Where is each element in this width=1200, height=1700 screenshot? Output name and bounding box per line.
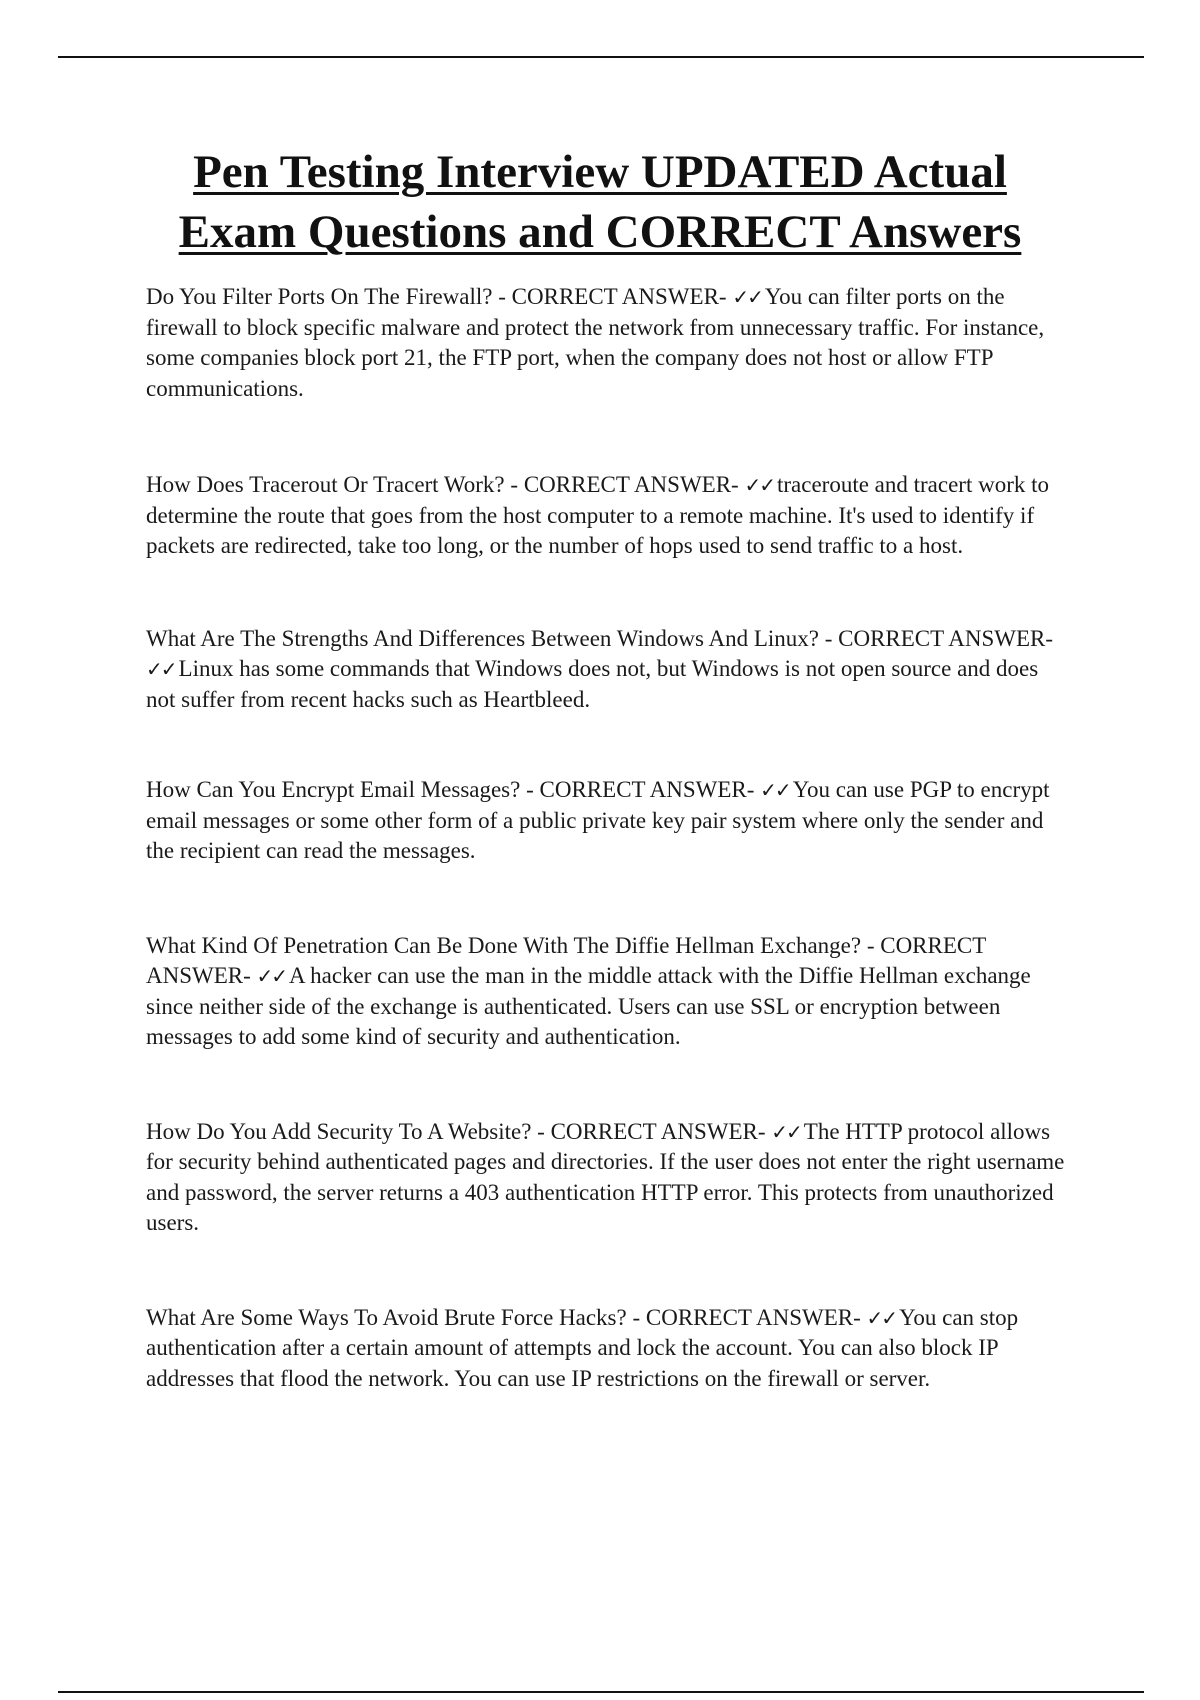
top-rule — [58, 56, 1144, 58]
qa-item — [146, 775, 1066, 867]
answer-text: traceroute and tracert work to determine the route that goes from the host computer to a remote machine. It's used to identify if packets are redirected, take too long, or the number of hops used to send traffic to a host. — [146, 472, 1050, 558]
question-text: Do You Filter Ports On The Firewall? - — [146, 284, 512, 309]
answer-marker: CORRECT ANSWER- — [511, 284, 727, 309]
qa-item — [146, 1303, 1066, 1395]
check-icon: ✓✓ — [771, 1119, 801, 1144]
answer-text: You can use PGP to encrypt email messages or some other form of a public private key pair system where only the sender and the recipient can read the messages. — [146, 777, 1050, 863]
title-line-1: Pen Testing Interview UPDATED Actual — [193, 146, 1007, 198]
answer-text: A hacker can use the man in the middle attack with the Diffie Hellman exchange since neither side of the exchange is authenticated. Users can use SSL or encryption between messages to add some kind of security and authentication. — [146, 963, 1031, 1049]
answer-marker: CORRECT ANSWER- — [539, 777, 755, 802]
question-text: What Kind Of Penetration Can Be Done With The Diffie Hellman Exchange? - — [146, 932, 881, 958]
question-text: What Are Some Ways To Avoid Brute Force Hacks? - — [146, 1304, 646, 1330]
qa-item — [146, 1117, 1066, 1239]
answer-marker: CORRECT ANSWER- — [645, 1304, 861, 1330]
qa-item — [146, 470, 1066, 562]
check-icon: ✓✓ — [256, 964, 287, 988]
check-icon: ✓✓ — [146, 657, 176, 681]
answer-text: Linux has some commands that Windows does not, but Windows is not open source and does not suffer from recent hacks such as Heartbleed. — [146, 656, 1039, 712]
answer-text: You can filter ports on the firewall to block specific malware and protect the network from unnecessary traffic. For instance, some companies block port 21, the FTP port, when the company does not host or allow FTP communications. — [146, 284, 1045, 401]
answer-marker: CORRECT ANSWER- — [523, 472, 739, 497]
bottom-rule — [58, 1691, 1144, 1693]
check-icon: ✓✓ — [744, 473, 774, 497]
check-icon: ✓✓ — [866, 1305, 897, 1330]
title-line-2: Exam Questions and CORRECT Answers — [178, 206, 1022, 258]
answer-marker: CORRECT ANSWER- — [550, 1118, 766, 1144]
check-icon: ✓✓ — [732, 285, 762, 309]
question-text: How Does Tracerout Or Tracert Work? - — [146, 472, 524, 497]
answer-marker: CORRECT ANSWER- — [146, 932, 986, 988]
check-icon: ✓✓ — [760, 778, 790, 802]
qa-list — [146, 282, 1066, 1394]
answer-marker: CORRECT ANSWER- — [838, 625, 1054, 651]
qa-item — [146, 931, 1066, 1053]
answer-text: You can stop authentication after a certain amount of attempts and lock the account. You can also block IP addresses that flood the network. You can use IP restrictions on the firewall or server. — [146, 1304, 1019, 1391]
answer-text: The HTTP protocol allows for security behind authenticated pages and directories. If the user does not enter the right username and password, the server returns a 403 authentication HTTP error. This protects from unauthorized users. — [146, 1118, 1065, 1235]
question-text: How Can You Encrypt Email Messages? - — [146, 777, 540, 802]
qa-item — [146, 624, 1066, 716]
question-text: What Are The Strengths And Differences Between Windows And Linux? - — [146, 625, 839, 651]
page-title — [100, 142, 1100, 262]
qa-item — [146, 282, 1066, 404]
question-text: How Do You Add Security To A Website? - — [146, 1118, 551, 1144]
